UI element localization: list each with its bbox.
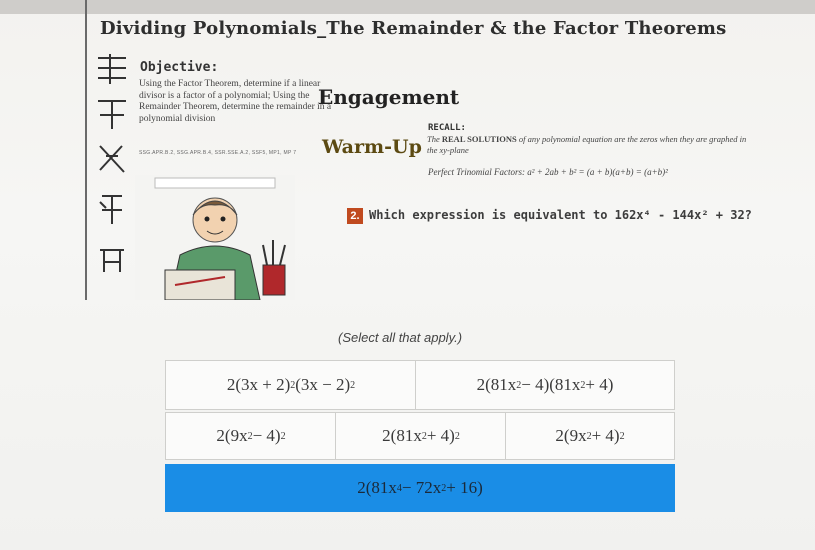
pencil-icon xyxy=(92,140,132,178)
choice-2-c: + 4) xyxy=(585,375,614,394)
choice-5-exp-a: 2 xyxy=(586,430,592,442)
question-text: Which expression is equivalent to 162x⁴ - 144x² + 32? xyxy=(369,208,752,222)
choice-1-exp-b: 2 xyxy=(350,379,356,391)
objective-text: Using the Factor Theorem, determine if a linear divisor is a factor of a polynomial; Using the Remainder Theorem, determine the remainder in a polynomial division xyxy=(139,79,332,124)
choice-4-tail: + 4) xyxy=(426,426,455,445)
choice-1-exp-a: 2 xyxy=(290,379,296,391)
choice-2-b: − 4)(81x xyxy=(521,375,581,394)
page-title: Dividing Polynomials_The Remainder & the Factor Theorems xyxy=(100,18,727,39)
choice-5-base: 2(9x xyxy=(555,426,587,445)
answer-choice-4[interactable] xyxy=(335,412,507,460)
student-illustration xyxy=(135,175,295,300)
choice-6-exp-a: 4 xyxy=(396,482,402,494)
recall-prefix: The xyxy=(427,134,442,144)
vertical-rule xyxy=(85,0,87,300)
question-number: 2. xyxy=(347,208,363,224)
choice-6-b: − 72x xyxy=(401,478,442,497)
objective-standards: SSG.APR.B.2, SSG.APR.B.4, SSR.SSE.A.2, SSF5, MP1, MP 7 xyxy=(139,150,297,156)
choice-5-exp-b: 2 xyxy=(619,430,625,442)
answer-choice-3[interactable] xyxy=(165,412,337,460)
scribble-icon xyxy=(92,95,132,133)
choice-4-exp-b: 2 xyxy=(454,430,460,442)
check-list-icon xyxy=(92,50,132,88)
warmup-label: Warm-Up xyxy=(322,136,422,158)
choice-3-exp-a: 2 xyxy=(247,430,253,442)
choice-6-a: 2(81x xyxy=(357,478,397,497)
pin-icon xyxy=(92,240,132,278)
choice-6-c: + 16) xyxy=(446,478,483,497)
choice-1-mid: (3x − 2) xyxy=(295,375,351,394)
engagement-heading: Engagement xyxy=(318,85,460,109)
select-instruction: (Select all that apply.) xyxy=(338,330,463,345)
recall-bold: REAL SOLUTIONS xyxy=(441,134,517,144)
tree-icon xyxy=(92,190,132,228)
trinomial-label: Perfect Trinomial Factors: xyxy=(428,167,525,177)
answer-choice-5[interactable] xyxy=(505,412,675,460)
choice-3-exp-b: 2 xyxy=(280,430,286,442)
choice-2-a: 2(81x xyxy=(476,375,517,394)
trinomial-formula: a² + 2ab + b² = (a + b)(a+b) = (a+b)² xyxy=(527,167,668,177)
recall-label: RECALL: xyxy=(428,123,466,133)
top-strip xyxy=(0,0,815,14)
answer-choice-2[interactable] xyxy=(415,360,675,410)
recall-rest: of any polynomial equation are the zeros when they are graphed in the xy-plane xyxy=(427,134,747,155)
choice-1-base: 2(3x + 2) xyxy=(226,375,291,394)
trinomial-note xyxy=(428,167,668,177)
recall-text xyxy=(427,134,747,156)
answer-choice-6[interactable] xyxy=(165,464,675,512)
choice-4-base: 2(81x xyxy=(382,426,422,445)
choice-2-exp-b: 2 xyxy=(580,379,586,391)
choice-4-exp-a: 2 xyxy=(421,430,427,442)
choice-3-base: 2(9x xyxy=(216,426,248,445)
choice-6-exp-b: 2 xyxy=(441,482,447,494)
answer-choice-1[interactable] xyxy=(165,360,417,410)
choice-3-tail: − 4) xyxy=(252,426,281,445)
choice-2-exp-a: 2 xyxy=(516,379,522,391)
objective-heading: Objective: xyxy=(140,60,219,75)
choice-5-tail: + 4) xyxy=(591,426,620,445)
